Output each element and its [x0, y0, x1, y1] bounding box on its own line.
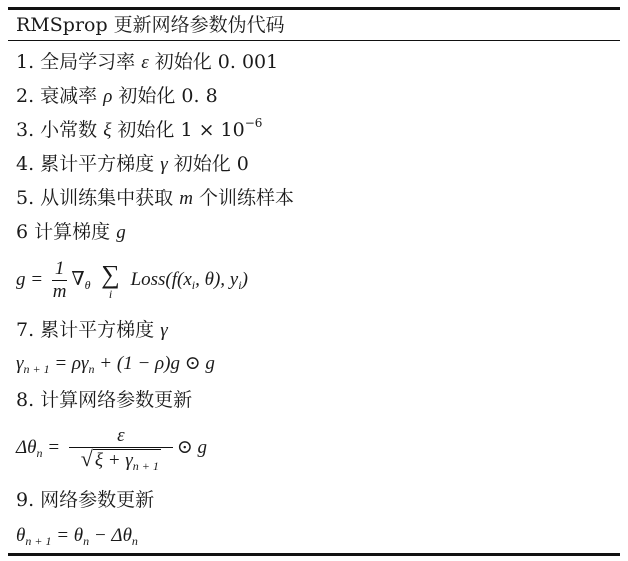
update-fraction: $\frac{\varepsilon}{√ \xi + \gamma_{n + 1}}$ — [69, 425, 173, 473]
step-1: 1. 全局学习率 ε 初始化 0. 001 — [16, 51, 279, 73]
step-6: 6 计算梯度 g — [16, 221, 126, 243]
step-8: 8. 计算网络参数更新 — [16, 389, 193, 411]
formula-gradient: g = $\frac{1}{m}$ $\nabla_\theta$ ∑ i $Loss(f(x_i$, θ), $y_i$) — [16, 258, 248, 303]
step-2: 2. 衰减率 ρ 初始化 0. 8 — [16, 85, 218, 107]
table-title: RMSprop 更新网络参数伪代码 — [16, 14, 285, 36]
formula-update: $\Delta\theta_n$ = $\frac{\varepsilon}{√ \xi + \gamma_{n + 1}}$ ⊙ g — [16, 424, 207, 473]
step-4: 4. 累计平方梯度 γ 初始化 0 — [16, 153, 249, 175]
bottom-rule — [8, 553, 620, 556]
title-rule — [8, 40, 620, 41]
formula-params: $\theta_{n + 1} = \theta_n - \Delta\theta_n$ — [16, 525, 138, 548]
step-9: 9. 网络参数更新 — [16, 489, 155, 511]
step-5: 5. 从训练集中获取 m 个训练样本 — [16, 187, 295, 209]
fraction-1-over-m: $\frac{1}{m}$ — [52, 258, 67, 303]
formula-accumulate: $\gamma_{n + 1} = \rho\gamma_n + (1 - \rho)g$ ⊙ g — [16, 353, 215, 376]
step-7: 7. 累计平方梯度 γ — [16, 319, 168, 341]
step-3: 3. 小常数 ξ 初始化 $1 \times 10^{-6}$ — [16, 116, 263, 141]
top-rule — [8, 7, 620, 10]
summation-symbol: ∑ i — [101, 259, 120, 301]
